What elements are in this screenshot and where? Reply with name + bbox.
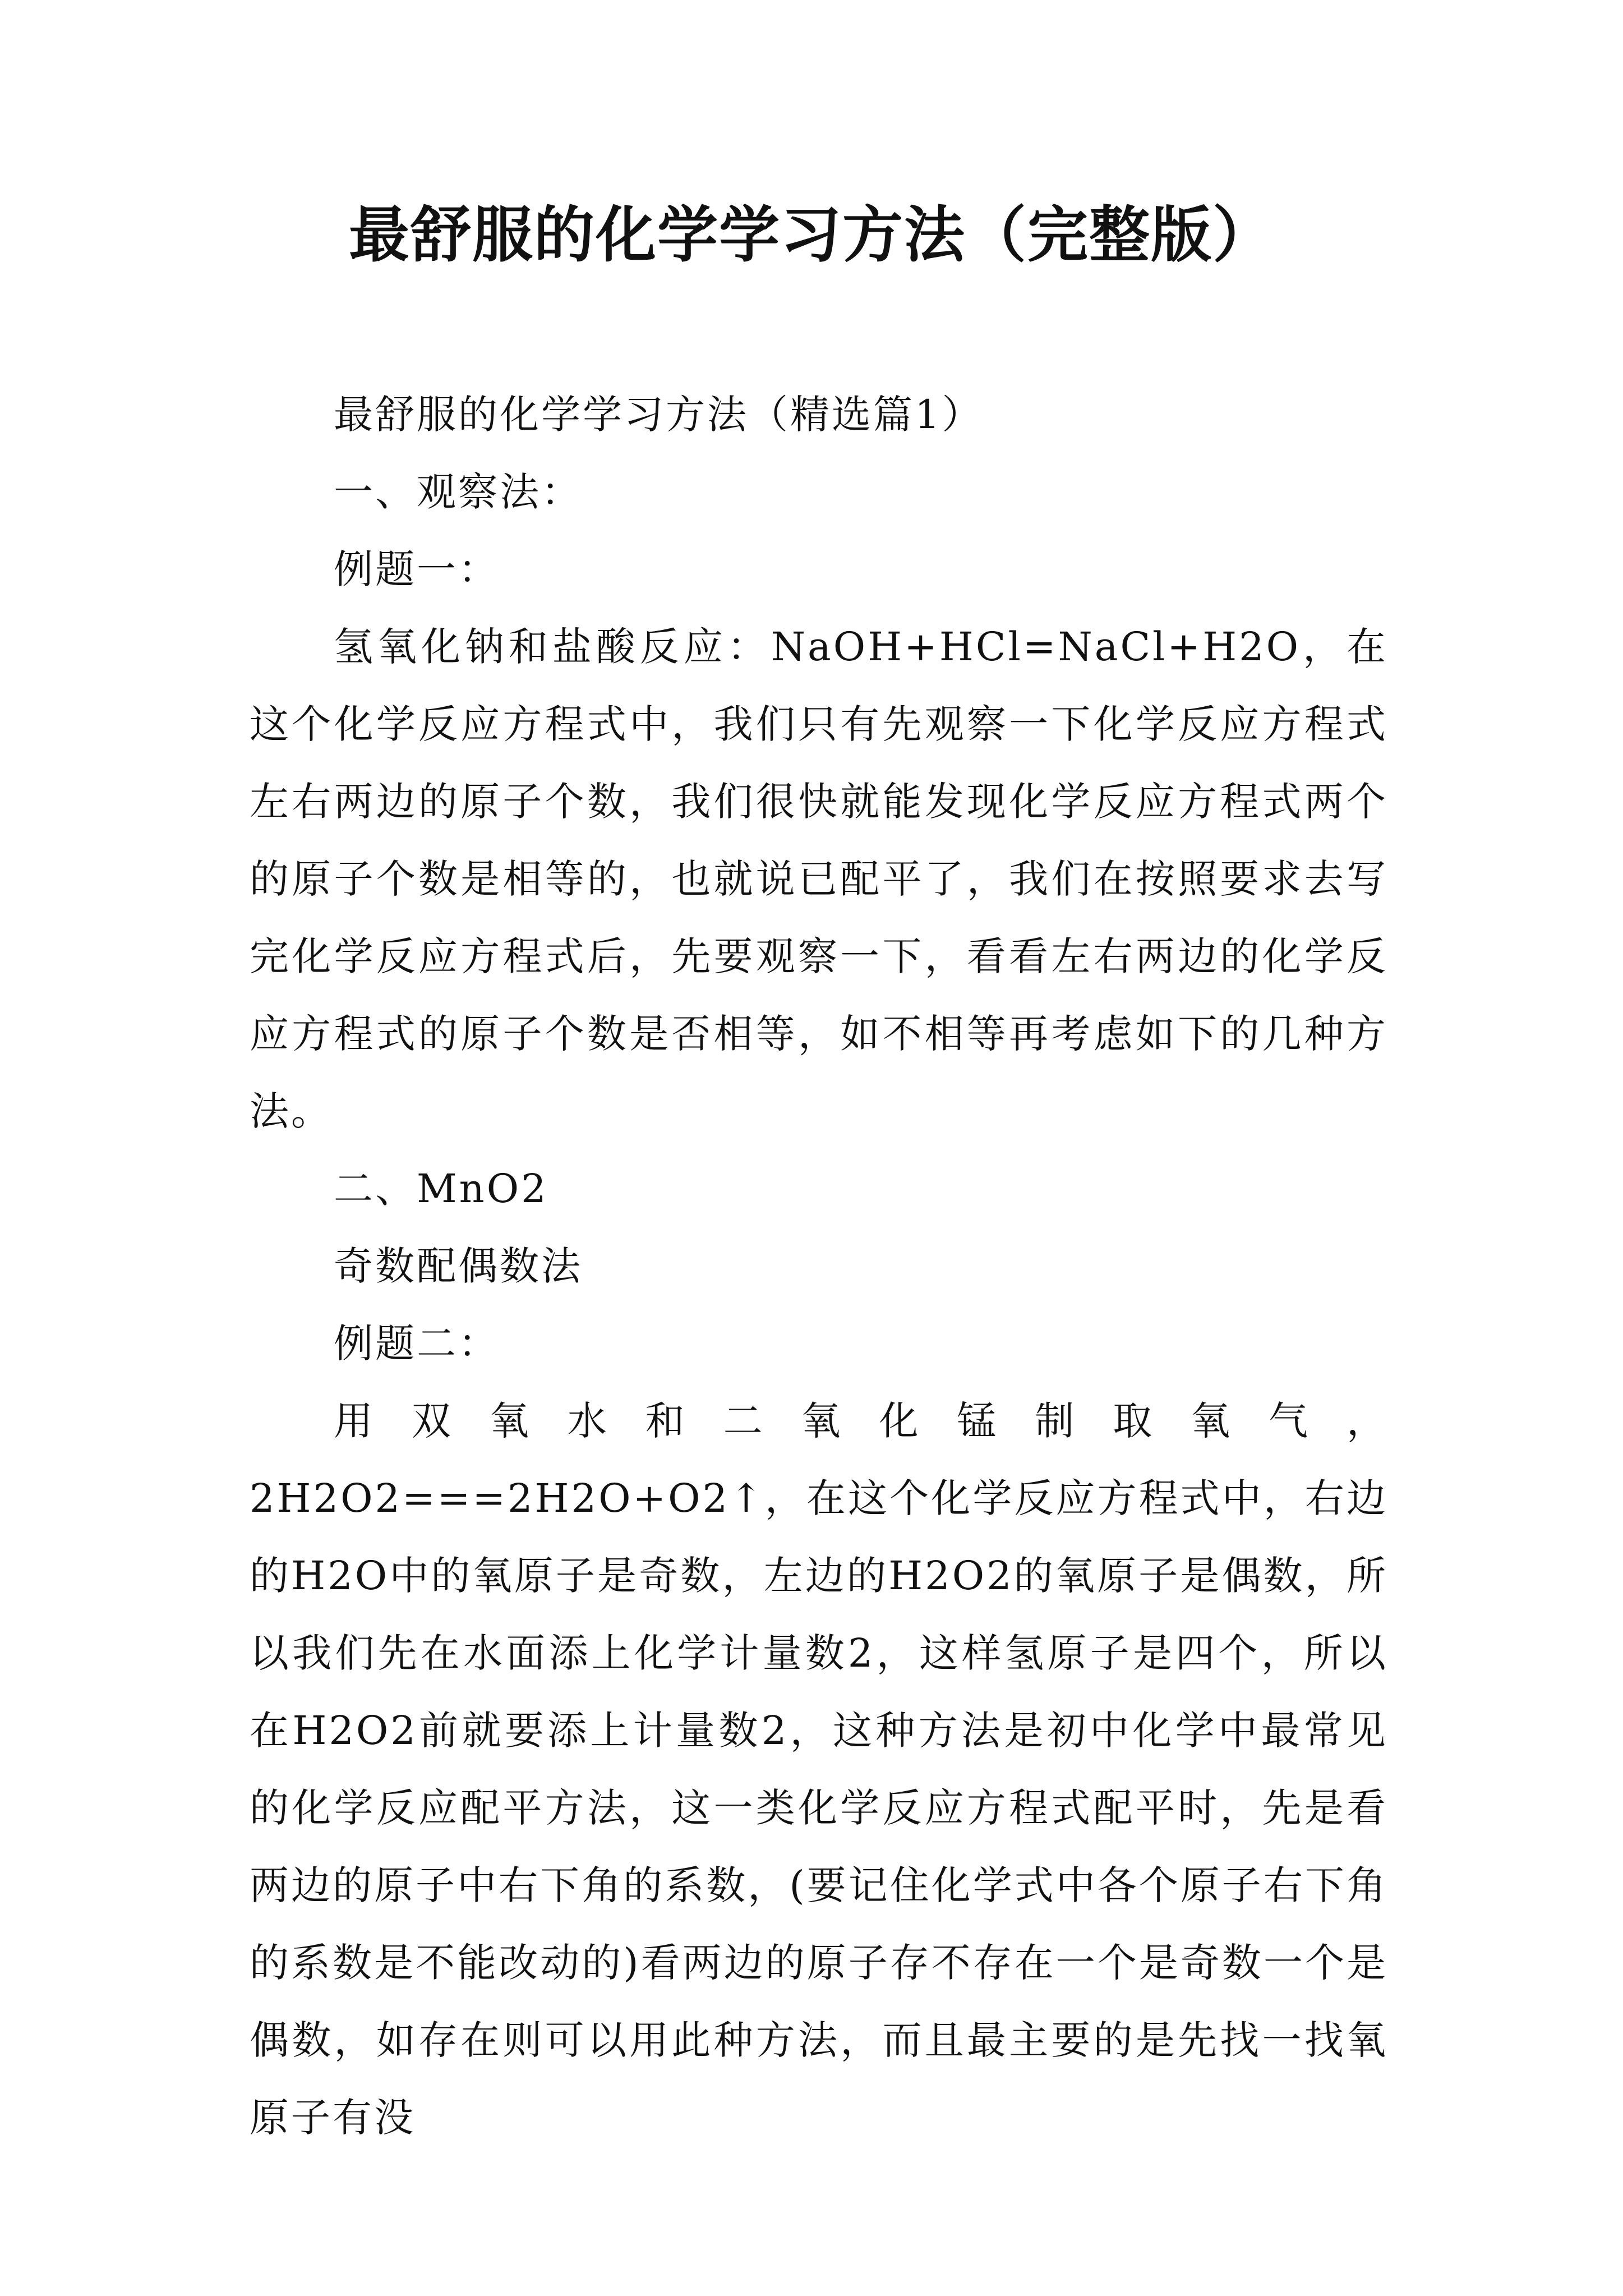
paragraph-method-two-name: 奇数配偶数法: [334, 1243, 583, 1289]
document-title: 最舒服的化学学习方法（完整版）: [348, 200, 1274, 270]
paragraph-example-two-text: 用双氧水和二氧化锰制取氧气，2H2O2===2H2O+O2↑，在这个化学反应方程式中，右边的H2O中的氧原子是奇数，左边的H2O2的氧原子是偶数，所以我们先在水面添上化学计量数2，这样氢原子是四个，所以在H2O2前就要添上计量数2，这种方法是初中化学中最常见的化学反应配平方法，这一类化学反应方程式配平时，先是看两边的原子中右下角的系数，(要记住化学式中各个原子右下角的系数是不能改动的)看两边的原子存不存在一个是奇数一个是偶数，如存在则可以用此种方法，而且最主要的是先找一找氧原子有没: [250, 1398, 1388, 2141]
paragraph-method-one-heading: 一、观察法：: [334, 469, 583, 515]
paragraph-example-two-label: 例题二：: [334, 1320, 500, 1366]
paragraph-section-heading: 最舒服的化学学习方法（精选篇1）: [334, 392, 984, 438]
paragraph-example-one-label: 例题一：: [334, 546, 500, 592]
paragraph-example-one-text: 氢氧化钠和盐酸反应：NaOH+HCl=NaCl+H2O，在这个化学反应方程式中，我们只有先观察一下化学反应方程式左右两边的原子个数，我们很快就能发现化学反应方程式两个的原子个数是相等的，也就说已配平了，我们在按照要求去写完化学反应方程式后，先要观察一下，看看左右两边的化学反应方程式的原子个数是否相等，如不相等再考虑如下的几种方法。: [250, 624, 1388, 1134]
paragraph-method-two-heading: 二、MnO2: [334, 1166, 548, 1212]
document-body: [250, 376, 1388, 2156]
